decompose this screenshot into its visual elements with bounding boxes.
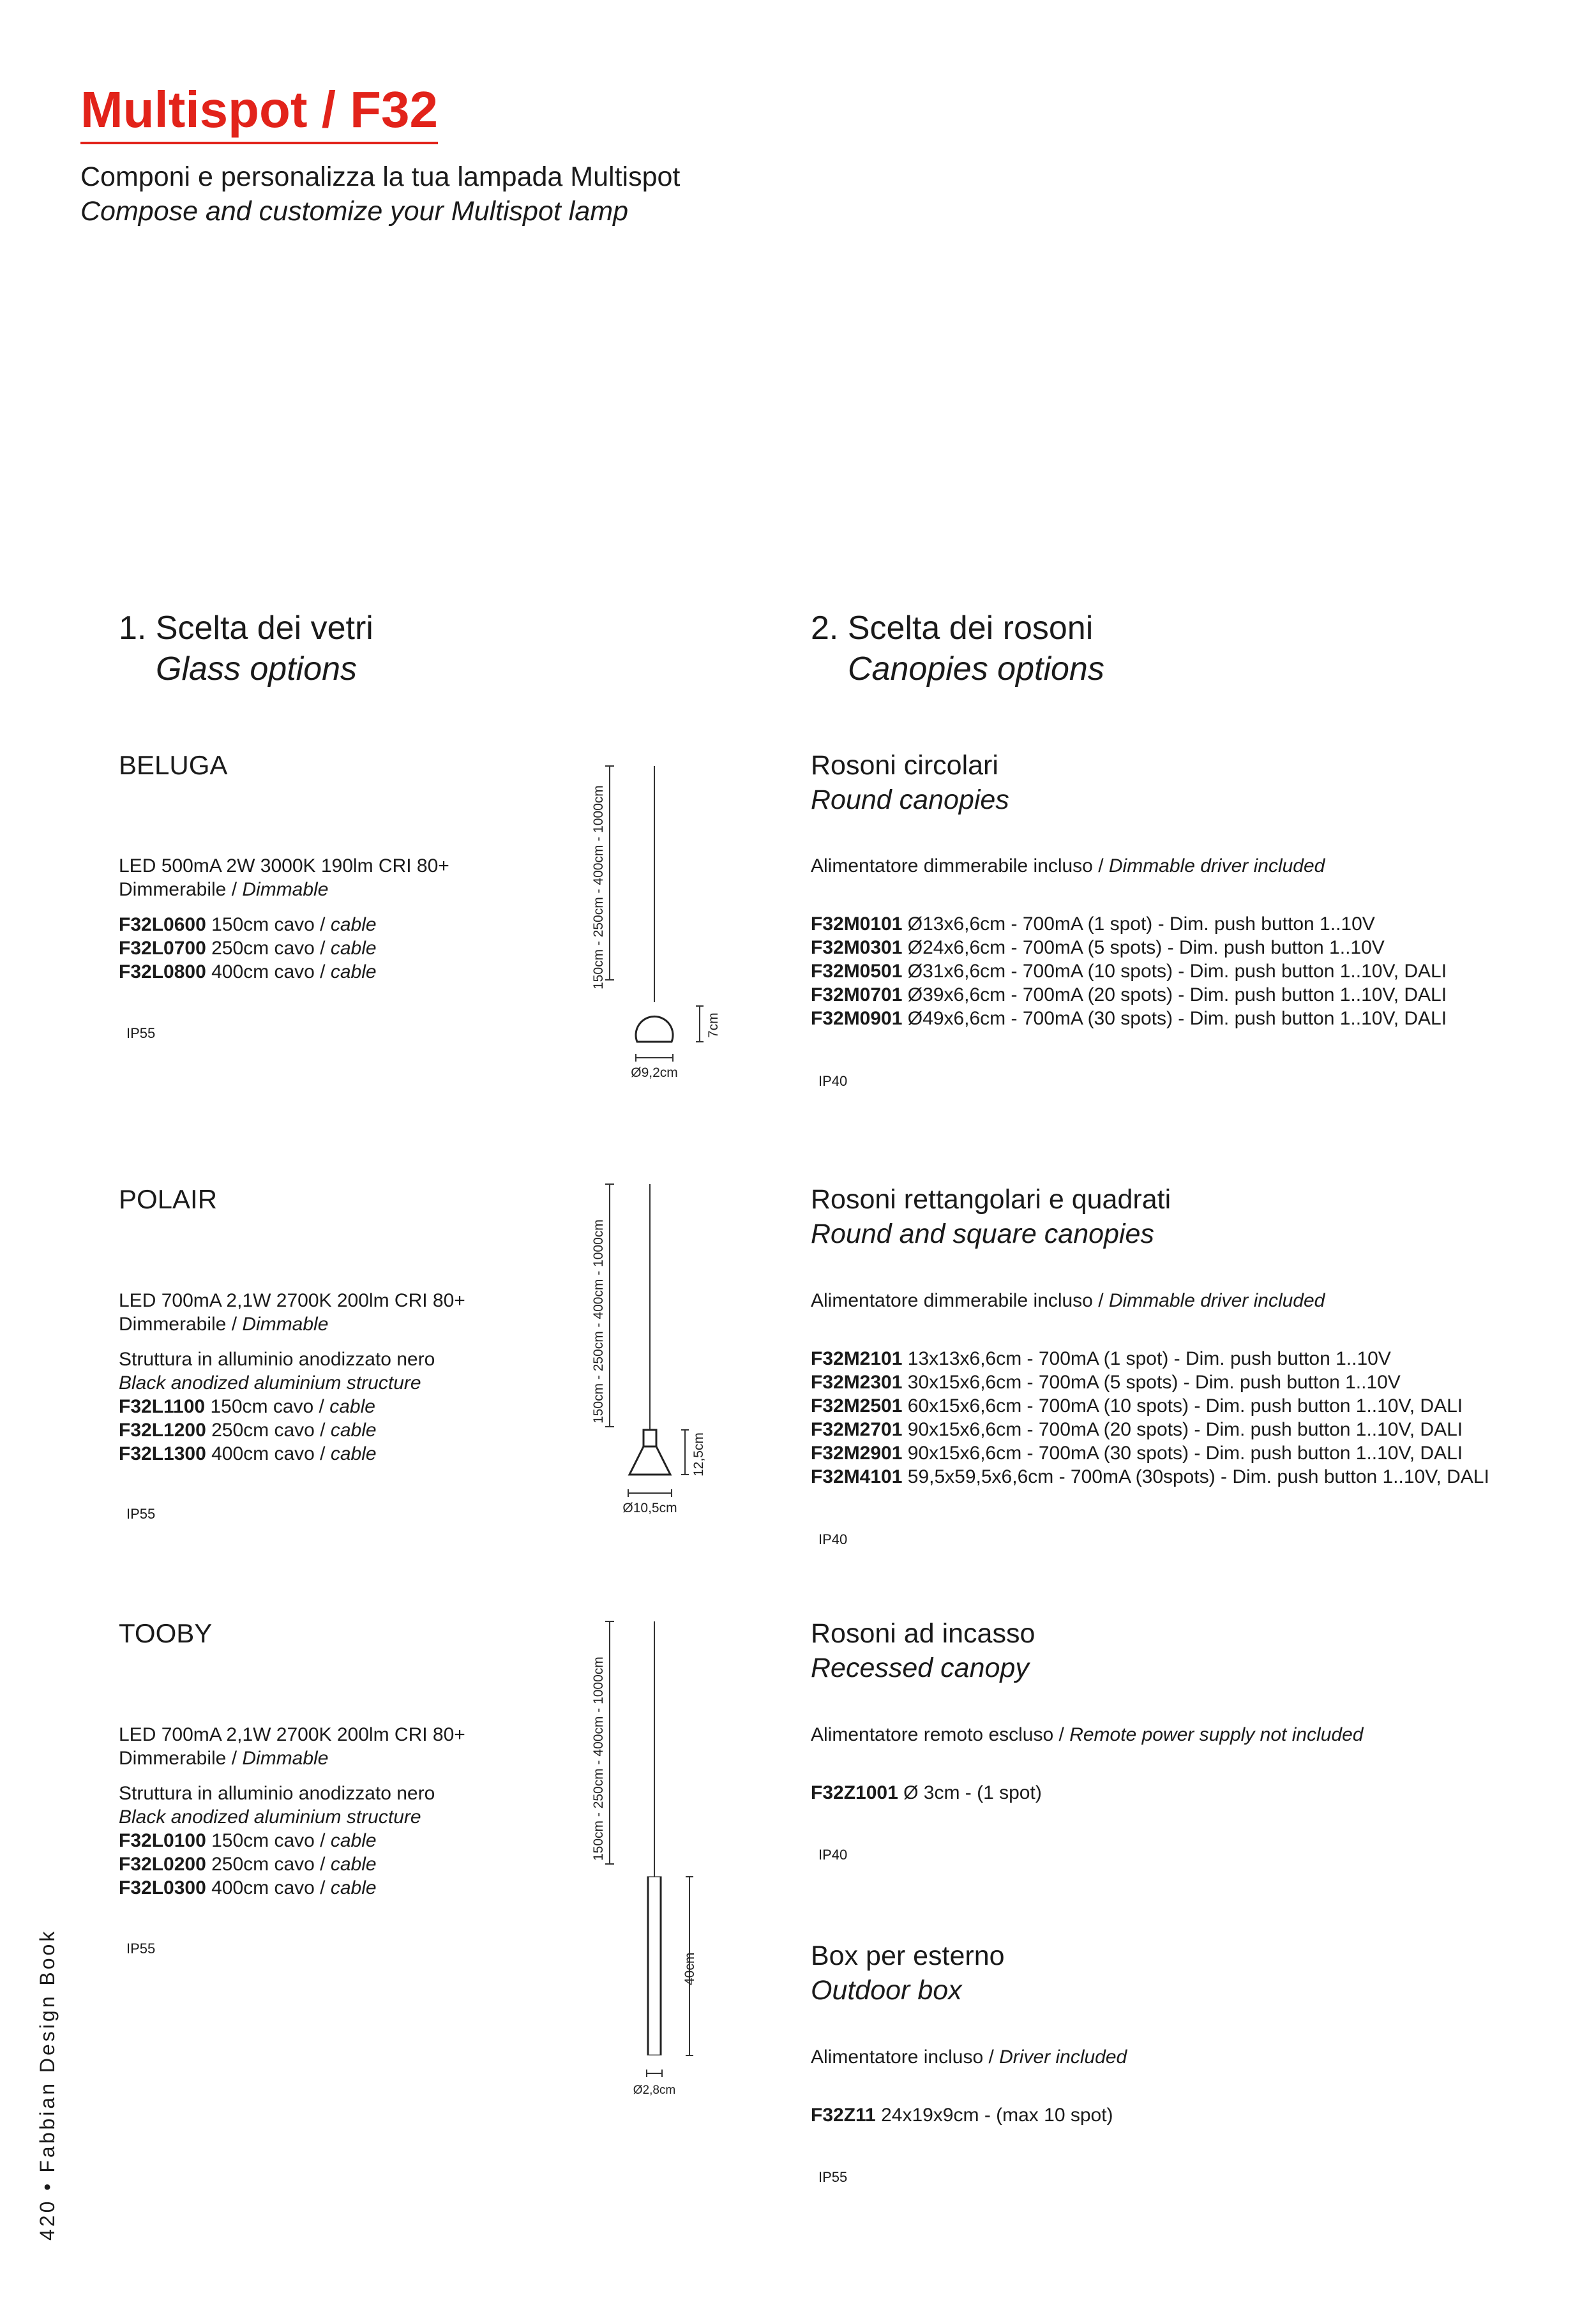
- dimmable-line: Dimmerabile / Dimmable: [119, 1314, 329, 1335]
- page-subtitle-en: Compose and customize your Multispot lamp: [80, 196, 628, 227]
- canopy-info-outdoor: [811, 2045, 1127, 2127]
- driver-line: Alimentatore dimmerabile incluso / Dimmable driver included: [811, 855, 1325, 876]
- driver-line: Alimentatore dimmerabile incluso / Dimmable driver included: [811, 1290, 1325, 1311]
- polair-diameter-label: Ø10,5cm: [622, 1501, 677, 1515]
- section-canopies-subtitle: Canopies options: [848, 650, 1104, 687]
- ip-rating-outdoor: IP55: [818, 2169, 848, 2185]
- tooby-cable-label: 150cm - 250cm - 400cm - 1000cm: [591, 1657, 606, 1861]
- structure-line: Struttura in alluminio anodizzato nero: [119, 1349, 435, 1370]
- page-title: Multispot / F32: [80, 82, 438, 144]
- canopy-title: Box per esterno: [811, 1941, 1005, 1971]
- canopy-heading-round: [811, 748, 1009, 817]
- code-line: F32M0301 Ø24x6,6cm - 700mA (5 spots) - Dim. push button 1..10V: [811, 937, 1385, 958]
- canopy-subtitle: Recessed canopy: [811, 1653, 1029, 1683]
- canopy-info-rect: [811, 1289, 1489, 1489]
- polair-cable-label: 150cm - 250cm - 400cm - 1000cm: [591, 1219, 606, 1424]
- polair-height-label: 12,5cm: [691, 1432, 706, 1476]
- spec-line: LED 700mA 2,1W 2700K 200lm CRI 80+: [119, 1724, 465, 1745]
- section-canopies-heading: [811, 608, 1104, 689]
- code-line: F32L0100 150cm cavo / cable: [119, 1830, 377, 1851]
- beluga-diameter-label: Ø9,2cm: [631, 1065, 678, 1080]
- polair-drawing: [575, 1171, 741, 1529]
- structure-line: Struttura in alluminio anodizzato nero: [119, 1783, 435, 1804]
- section-glass-title: 1. Scelta dei vetri: [119, 610, 373, 647]
- driver-line: Alimentatore remoto escluso / Remote power supply not included: [811, 1724, 1364, 1745]
- product-name-tooby: TOOBY: [119, 1618, 213, 1648]
- code-line: F32M2101 13x13x6,6cm - 700mA (1 spot) - Dim. push button 1..10V: [811, 1348, 1391, 1369]
- dimmable-line: Dimmerabile / Dimmable: [119, 879, 329, 900]
- canopy-subtitle: Outdoor box: [811, 1975, 962, 2006]
- product-name-polair: POLAIR: [119, 1184, 218, 1214]
- canopy-info-round: [811, 854, 1447, 1030]
- ip-rating-round: IP40: [818, 1073, 848, 1089]
- code-line: F32M0501 Ø31x6,6cm - 700mA (10 spots) - Dim. push button 1..10V, DALI: [811, 961, 1447, 982]
- code-line: F32L0700 250cm cavo / cable: [119, 938, 377, 959]
- code-line: F32L1200 250cm cavo / cable: [119, 1420, 377, 1441]
- structure-line-en: Black anodized aluminium structure: [119, 1372, 421, 1394]
- spec-line: LED 700mA 2,1W 2700K 200lm CRI 80+: [119, 1290, 465, 1311]
- driver-line: Alimentatore incluso / Driver included: [811, 2047, 1127, 2068]
- tooby-drawing: [575, 1609, 741, 2107]
- page-number-label: 420 • Fabbian Design Book: [36, 1928, 59, 2241]
- code-line: F32M4101 59,5x59,5x6,6cm - 700mA (30spots) - Dim. push button 1..10V, DALI: [811, 1466, 1489, 1487]
- code-line: F32Z11 24x19x9cm - (max 10 spot): [811, 2105, 1113, 2126]
- canopy-title: Rosoni rettangolari e quadrati: [811, 1184, 1171, 1215]
- beluga-drawing: [575, 753, 741, 1092]
- beluga-height-label: 7cm: [706, 1012, 721, 1038]
- ip-rating-rect: IP40: [818, 1531, 848, 1547]
- ip-rating-recessed: IP40: [818, 1847, 848, 1863]
- canopy-heading-rect: [811, 1182, 1171, 1251]
- canopy-title: Rosoni circolari: [811, 750, 998, 781]
- product-name-beluga: BELUGA: [119, 750, 228, 780]
- product-info-beluga: [119, 854, 449, 984]
- canopy-heading-outdoor: [811, 1939, 1005, 2008]
- code-line: F32M2501 60x15x6,6cm - 700mA (10 spots) - Dim. push button 1..10V, DALI: [811, 1395, 1463, 1416]
- canopy-subtitle: Round and square canopies: [811, 1219, 1154, 1249]
- tooby-diameter-label: Ø2,8cm: [633, 2084, 676, 2097]
- code-line: F32M2901 90x15x6,6cm - 700mA (30 spots) - Dim. push button 1..10V, DALI: [811, 1443, 1463, 1464]
- tooby-height-label: 40cm: [682, 1952, 697, 1985]
- ip-rating-tooby: IP55: [126, 1941, 156, 1957]
- code-line: F32L0200 250cm cavo / cable: [119, 1854, 377, 1875]
- beluga-cable-label: 150cm - 250cm - 400cm - 1000cm: [591, 785, 606, 989]
- ip-rating-beluga: IP55: [126, 1025, 156, 1041]
- section-canopies-title: 2. Scelta dei rosoni: [811, 610, 1094, 647]
- canopy-title: Rosoni ad incasso: [811, 1618, 1035, 1649]
- code-line: F32M0101 Ø13x6,6cm - 700mA (1 spot) - Dim. push button 1..10V: [811, 913, 1375, 935]
- code-line: F32L0600 150cm cavo / cable: [119, 914, 377, 935]
- code-line: F32L0300 400cm cavo / cable: [119, 1877, 377, 1898]
- code-line: F32M0701 Ø39x6,6cm - 700mA (20 spots) - Dim. push button 1..10V, DALI: [811, 984, 1447, 1005]
- code-line: F32L1100 150cm cavo / cable: [119, 1396, 375, 1417]
- section-glass-heading: [119, 608, 373, 689]
- product-info-tooby: [119, 1723, 465, 1900]
- page-subtitle-it: Componi e personalizza la tua lampada Multispot: [80, 162, 681, 192]
- code-line: F32M2701 90x15x6,6cm - 700mA (20 spots) - Dim. push button 1..10V, DALI: [811, 1419, 1463, 1440]
- product-info-polair: [119, 1289, 465, 1466]
- dimmable-line: Dimmerabile / Dimmable: [119, 1748, 329, 1769]
- code-line: F32L1300 400cm cavo / cable: [119, 1443, 377, 1464]
- canopy-subtitle: Round canopies: [811, 785, 1009, 815]
- canopy-info-recessed: [811, 1723, 1363, 1805]
- spec-line: LED 500mA 2W 3000K 190lm CRI 80+: [119, 855, 449, 876]
- structure-line-en: Black anodized aluminium structure: [119, 1807, 421, 1828]
- code-line: F32L0800 400cm cavo / cable: [119, 961, 377, 982]
- canopy-heading-recessed: [811, 1616, 1035, 1685]
- code-line: F32M2301 30x15x6,6cm - 700mA (5 spots) - Dim. push button 1..10V: [811, 1372, 1401, 1393]
- code-line: F32Z1001 Ø 3cm - (1 spot): [811, 1782, 1042, 1803]
- section-glass-subtitle: Glass options: [156, 650, 358, 687]
- code-line: F32M0901 Ø49x6,6cm - 700mA (30 spots) - Dim. push button 1..10V, DALI: [811, 1008, 1447, 1029]
- ip-rating-polair: IP55: [126, 1506, 156, 1522]
